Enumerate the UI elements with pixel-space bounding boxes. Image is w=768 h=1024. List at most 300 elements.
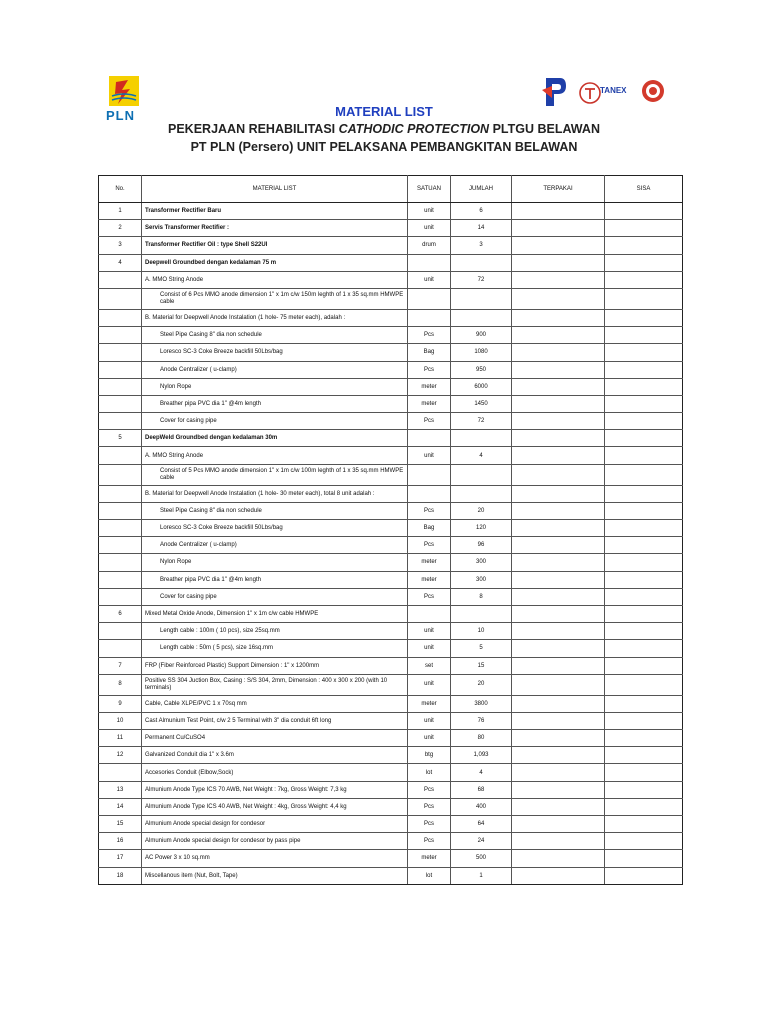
row-sisa	[605, 537, 683, 554]
table-row	[99, 816, 683, 833]
row-terpakai	[512, 850, 605, 867]
row-jumlah: 300	[451, 571, 512, 588]
row-jumlah: 80	[451, 730, 512, 747]
row-number	[99, 520, 142, 537]
row-number	[99, 309, 142, 326]
row-satuan: unit	[408, 220, 451, 237]
row-description: Almunium Anode special design for condesor by pass pipe	[142, 833, 408, 850]
table-row	[99, 309, 683, 326]
col-jumlah: JUMLAH	[451, 176, 512, 203]
row-jumlah: 96	[451, 537, 512, 554]
row-jumlah: 8	[451, 588, 512, 605]
row-sisa	[605, 447, 683, 464]
tanex-logo-text: TANEX	[600, 86, 627, 95]
row-description: DeepWeld Groundbed dengan kedalaman 30m	[142, 430, 408, 447]
row-satuan: Pcs	[408, 361, 451, 378]
row-number	[99, 327, 142, 344]
row-sisa	[605, 361, 683, 378]
row-description: B. Material for Deepwell Anode Instalation (1 hole- 75 meter each), adalah :	[142, 309, 408, 326]
table-row	[99, 502, 683, 519]
row-satuan: Pcs	[408, 798, 451, 815]
row-number: 16	[99, 833, 142, 850]
row-description: Servis Transformer Rectifier :	[142, 220, 408, 237]
row-description-text: Length cable : 100m ( 10 pcs), size 25sq.mm	[160, 628, 280, 635]
row-number: 4	[99, 254, 142, 271]
row-description-text: Loresco SC-3 Coke Breeze backfill 50Lbs/bag	[160, 349, 283, 356]
row-satuan: Pcs	[408, 833, 451, 850]
row-terpakai	[512, 747, 605, 764]
row-jumlah: 10	[451, 623, 512, 640]
table-row	[99, 833, 683, 850]
row-terpakai	[512, 798, 605, 815]
table-row	[99, 640, 683, 657]
row-sisa	[605, 674, 683, 695]
row-number	[99, 361, 142, 378]
row-description	[142, 344, 408, 361]
table-row	[99, 271, 683, 288]
row-number: 5	[99, 430, 142, 447]
table-row	[99, 747, 683, 764]
row-description	[142, 413, 408, 430]
table-row	[99, 657, 683, 674]
row-number	[99, 623, 142, 640]
row-number	[99, 413, 142, 430]
row-satuan: lot	[408, 764, 451, 781]
row-sisa	[605, 712, 683, 729]
row-description: Cast Almunium Test Point, c/w 2 5 Terminal with 3" dia conduit 6ft long	[142, 712, 408, 729]
table-row	[99, 764, 683, 781]
table-row	[99, 464, 683, 485]
row-description	[142, 571, 408, 588]
project-title-suffix: PLTGU BELAWAN	[489, 122, 600, 136]
row-jumlah: 20	[451, 502, 512, 519]
row-description	[142, 361, 408, 378]
table-row	[99, 447, 683, 464]
table-row	[99, 254, 683, 271]
row-number: 14	[99, 798, 142, 815]
row-sisa	[605, 430, 683, 447]
row-jumlah	[451, 605, 512, 622]
row-satuan: meter	[408, 850, 451, 867]
row-terpakai	[512, 237, 605, 254]
row-number	[99, 464, 142, 485]
row-description-text: Anode Centralizer ( u-clamp)	[160, 542, 237, 549]
row-sisa	[605, 816, 683, 833]
row-satuan: meter	[408, 395, 451, 412]
row-sisa	[605, 657, 683, 674]
row-sisa	[605, 395, 683, 412]
row-description: Almunium Anode Type ICS 70 AWB, Net Weight : 7kg, Gross Weight: 7,3 kg	[142, 781, 408, 798]
row-terpakai	[512, 781, 605, 798]
row-sisa	[605, 623, 683, 640]
row-satuan: unit	[408, 712, 451, 729]
row-number: 9	[99, 695, 142, 712]
row-satuan	[408, 254, 451, 271]
row-jumlah: 6	[451, 203, 512, 220]
col-material: MATERIAL LIST	[142, 176, 408, 203]
table-row	[99, 430, 683, 447]
table-row	[99, 588, 683, 605]
row-terpakai	[512, 288, 605, 309]
row-jumlah: 1450	[451, 395, 512, 412]
row-sisa	[605, 781, 683, 798]
table-row	[99, 203, 683, 220]
row-sisa	[605, 237, 683, 254]
table-row	[99, 605, 683, 622]
row-satuan: unit	[408, 730, 451, 747]
row-sisa	[605, 288, 683, 309]
row-sisa	[605, 764, 683, 781]
row-terpakai	[512, 730, 605, 747]
row-number	[99, 640, 142, 657]
row-jumlah: 1,093	[451, 747, 512, 764]
row-satuan: meter	[408, 378, 451, 395]
row-satuan	[408, 430, 451, 447]
row-terpakai	[512, 254, 605, 271]
row-jumlah: 4	[451, 764, 512, 781]
row-sisa	[605, 271, 683, 288]
row-satuan	[408, 288, 451, 309]
row-description	[142, 623, 408, 640]
row-jumlah	[451, 254, 512, 271]
row-jumlah: 4	[451, 447, 512, 464]
row-jumlah: 500	[451, 850, 512, 867]
row-sisa	[605, 464, 683, 485]
row-satuan: unit	[408, 640, 451, 657]
row-satuan: Pcs	[408, 537, 451, 554]
row-description-text: Cover for casing pipe	[160, 593, 217, 600]
table-row	[99, 571, 683, 588]
row-number: 13	[99, 781, 142, 798]
row-jumlah: 64	[451, 816, 512, 833]
row-description	[142, 464, 408, 485]
row-jumlah	[451, 485, 512, 502]
row-satuan: Bag	[408, 344, 451, 361]
row-jumlah: 950	[451, 361, 512, 378]
row-sisa	[605, 747, 683, 764]
table-row	[99, 361, 683, 378]
row-description: Miscellanous item (Nut, Bolt, Tape)	[142, 867, 408, 884]
row-number: 8	[99, 674, 142, 695]
row-number	[99, 395, 142, 412]
col-no: No.	[99, 176, 142, 203]
row-number: 12	[99, 747, 142, 764]
row-description: A. MMO String Anode	[142, 447, 408, 464]
row-satuan: lot	[408, 867, 451, 884]
row-terpakai	[512, 378, 605, 395]
row-jumlah: 400	[451, 798, 512, 815]
row-description-text: Length cable : 50m ( 5 pcs), size 16sq.mm	[160, 645, 274, 652]
row-sisa	[605, 502, 683, 519]
row-terpakai	[512, 571, 605, 588]
row-description-text: Steel Pipe Casing 8" dia non schedule	[160, 332, 262, 339]
table-row	[99, 695, 683, 712]
row-number	[99, 344, 142, 361]
row-description	[142, 395, 408, 412]
row-number	[99, 537, 142, 554]
row-sisa	[605, 520, 683, 537]
row-terpakai	[512, 554, 605, 571]
row-terpakai	[512, 464, 605, 485]
row-description: Permanent Cu/CuSO4	[142, 730, 408, 747]
row-description-text: Consist of 5 Pcs MMO anode dimension 1" x 1m c/w 100m leghth of 1 x 35 sq.mm HMWPE cable	[160, 467, 404, 481]
row-terpakai	[512, 271, 605, 288]
material-table	[98, 175, 683, 885]
row-jumlah: 5	[451, 640, 512, 657]
row-description-text: Anode Centralizer ( u-clamp)	[160, 366, 237, 373]
row-jumlah	[451, 430, 512, 447]
row-number: 3	[99, 237, 142, 254]
table-row	[99, 867, 683, 884]
row-terpakai	[512, 447, 605, 464]
row-number	[99, 288, 142, 309]
row-satuan: meter	[408, 554, 451, 571]
row-terpakai	[512, 695, 605, 712]
row-satuan: meter	[408, 695, 451, 712]
table-row	[99, 237, 683, 254]
row-jumlah: 15	[451, 657, 512, 674]
row-sisa	[605, 867, 683, 884]
row-satuan: btg	[408, 747, 451, 764]
row-jumlah: 20	[451, 674, 512, 695]
row-number: 11	[99, 730, 142, 747]
project-title-italic: CATHODIC PROTECTION	[338, 122, 490, 136]
row-jumlah: 76	[451, 712, 512, 729]
row-satuan: Pcs	[408, 588, 451, 605]
row-jumlah: 900	[451, 327, 512, 344]
row-terpakai	[512, 623, 605, 640]
row-satuan: unit	[408, 203, 451, 220]
table-row	[99, 781, 683, 798]
row-terpakai	[512, 485, 605, 502]
table-row	[99, 537, 683, 554]
row-sisa	[605, 309, 683, 326]
row-jumlah: 72	[451, 413, 512, 430]
row-satuan: drum	[408, 237, 451, 254]
table-row	[99, 327, 683, 344]
row-sisa	[605, 730, 683, 747]
table-row	[99, 554, 683, 571]
row-description: AC Power 3 x 10 sq.mm	[142, 850, 408, 867]
row-jumlah: 1080	[451, 344, 512, 361]
row-jumlah: 68	[451, 781, 512, 798]
row-sisa	[605, 571, 683, 588]
row-description: Transformer Rectifier Baru	[142, 203, 408, 220]
table-body	[99, 203, 683, 885]
table-row	[99, 520, 683, 537]
row-sisa	[605, 640, 683, 657]
row-terpakai	[512, 605, 605, 622]
row-description-text: Breather pipa PVC dia 1" @4m length	[160, 400, 261, 407]
row-terpakai	[512, 413, 605, 430]
table-row	[99, 798, 683, 815]
col-satuan: SATUAN	[408, 176, 451, 203]
table-row	[99, 413, 683, 430]
row-description: Transformer Rectifier Oil : type Shell S22UI	[142, 237, 408, 254]
row-satuan: unit	[408, 271, 451, 288]
table-row	[99, 395, 683, 412]
row-description: B. Material for Deepwell Anode Instalation (1 hole- 30 meter each), total 8 unit adalah :	[142, 485, 408, 502]
row-number: 6	[99, 605, 142, 622]
row-number	[99, 554, 142, 571]
row-number: 1	[99, 203, 142, 220]
row-number	[99, 378, 142, 395]
row-sisa	[605, 220, 683, 237]
row-description-text: Consist of 6 Pcs MMO anode dimension 1" x 1m c/w 150m leghth of 1 x 35 sq.mm HMWPE cable	[160, 291, 404, 305]
row-terpakai	[512, 220, 605, 237]
row-sisa	[605, 378, 683, 395]
row-number	[99, 571, 142, 588]
col-sisa: SISA	[605, 176, 683, 203]
table-header-row	[99, 176, 683, 203]
row-terpakai	[512, 203, 605, 220]
row-sisa	[605, 833, 683, 850]
row-number	[99, 485, 142, 502]
row-number	[99, 271, 142, 288]
row-description: FRP (Fiber Reinforced Plastic) Support Dimension : 1" x 1200mm	[142, 657, 408, 674]
table-row	[99, 712, 683, 729]
row-satuan: Pcs	[408, 327, 451, 344]
row-satuan: Pcs	[408, 502, 451, 519]
row-sisa	[605, 798, 683, 815]
row-number: 7	[99, 657, 142, 674]
row-description: Accesories Conduit (Elbow,Sock)	[142, 764, 408, 781]
row-number: 2	[99, 220, 142, 237]
row-satuan	[408, 464, 451, 485]
row-terpakai	[512, 361, 605, 378]
row-description-text: Nylon Rope	[160, 383, 192, 390]
row-terpakai	[512, 674, 605, 695]
row-jumlah	[451, 464, 512, 485]
row-jumlah: 3800	[451, 695, 512, 712]
row-terpakai	[512, 502, 605, 519]
table-row	[99, 850, 683, 867]
row-sisa	[605, 850, 683, 867]
row-terpakai	[512, 816, 605, 833]
row-sisa	[605, 554, 683, 571]
row-jumlah: 120	[451, 520, 512, 537]
row-terpakai	[512, 712, 605, 729]
document-title: MATERIAL LIST	[335, 104, 433, 119]
row-jumlah: 6000	[451, 378, 512, 395]
row-terpakai	[512, 520, 605, 537]
row-sisa	[605, 413, 683, 430]
row-description	[142, 502, 408, 519]
row-satuan: set	[408, 657, 451, 674]
row-sisa	[605, 203, 683, 220]
row-description	[142, 640, 408, 657]
row-description: Almunium Anode Type ICS 40 AWB, Net Weight : 4kg, Gross Weight: 4,4 kg	[142, 798, 408, 815]
row-satuan: unit	[408, 623, 451, 640]
table-row	[99, 623, 683, 640]
row-description-text: Breather pipa PVC dia 1" @4m length	[160, 576, 261, 583]
row-jumlah: 72	[451, 271, 512, 288]
row-description	[142, 288, 408, 309]
row-number	[99, 764, 142, 781]
table-row	[99, 485, 683, 502]
row-number	[99, 447, 142, 464]
row-terpakai	[512, 430, 605, 447]
table-row	[99, 288, 683, 309]
row-description-text: Nylon Rope	[160, 559, 192, 566]
row-terpakai	[512, 764, 605, 781]
row-description	[142, 537, 408, 554]
row-number: 17	[99, 850, 142, 867]
row-number: 18	[99, 867, 142, 884]
row-jumlah	[451, 309, 512, 326]
row-description	[142, 327, 408, 344]
row-description	[142, 554, 408, 571]
row-description-text: Cover for casing pipe	[160, 418, 217, 425]
row-satuan: Pcs	[408, 781, 451, 798]
row-terpakai	[512, 537, 605, 554]
table-row	[99, 344, 683, 361]
row-sisa	[605, 254, 683, 271]
row-number: 10	[99, 712, 142, 729]
row-jumlah: 14	[451, 220, 512, 237]
row-sisa	[605, 485, 683, 502]
row-sisa	[605, 344, 683, 361]
row-description: Cable, Cable XLPE/PVC 1 x 70sq mm	[142, 695, 408, 712]
row-satuan: Pcs	[408, 413, 451, 430]
table-row	[99, 378, 683, 395]
row-number	[99, 502, 142, 519]
col-terpakai: TERPAKAI	[512, 176, 605, 203]
row-sisa	[605, 695, 683, 712]
row-sisa	[605, 588, 683, 605]
row-terpakai	[512, 327, 605, 344]
table-row	[99, 730, 683, 747]
table-row	[99, 674, 683, 695]
row-jumlah: 3	[451, 237, 512, 254]
row-terpakai	[512, 309, 605, 326]
row-satuan: unit	[408, 674, 451, 695]
row-satuan: meter	[408, 571, 451, 588]
table-row	[99, 220, 683, 237]
row-description: A. MMO String Anode	[142, 271, 408, 288]
row-jumlah: 300	[451, 554, 512, 571]
row-description	[142, 520, 408, 537]
row-description: Almunium Anode special design for condesor	[142, 816, 408, 833]
row-terpakai	[512, 395, 605, 412]
row-jumlah	[451, 288, 512, 309]
row-description	[142, 588, 408, 605]
pln-logo-text: PLN	[106, 108, 135, 123]
row-description	[142, 378, 408, 395]
row-satuan	[408, 309, 451, 326]
row-terpakai	[512, 833, 605, 850]
row-satuan: unit	[408, 447, 451, 464]
row-description: Mixed Metal Oxide Anode, Dimension 1" x 1m c/w cable HMWPE	[142, 605, 408, 622]
row-satuan	[408, 605, 451, 622]
row-description: Positive SS 304 Juction Box, Casing : S/S 304, 2mm, Dimension : 400 x 300 x 200 (with 10 terminals)	[142, 674, 408, 695]
row-satuan	[408, 485, 451, 502]
row-jumlah: 1	[451, 867, 512, 884]
row-satuan: Bag	[408, 520, 451, 537]
row-terpakai	[512, 657, 605, 674]
row-terpakai	[512, 588, 605, 605]
project-title-prefix: PEKERJAAN REHABILITASI	[168, 122, 339, 136]
project-title	[0, 122, 768, 136]
row-sisa	[605, 605, 683, 622]
row-description: Deepwell Groundbed dengan kedalaman 75 m	[142, 254, 408, 271]
row-description-text: Loresco SC-3 Coke Breeze backfill 50Lbs/bag	[160, 525, 283, 532]
row-sisa	[605, 327, 683, 344]
row-description: Galvanized Conduit dia 1" x 3.6m	[142, 747, 408, 764]
row-satuan: Pcs	[408, 816, 451, 833]
row-terpakai	[512, 867, 605, 884]
row-number: 15	[99, 816, 142, 833]
